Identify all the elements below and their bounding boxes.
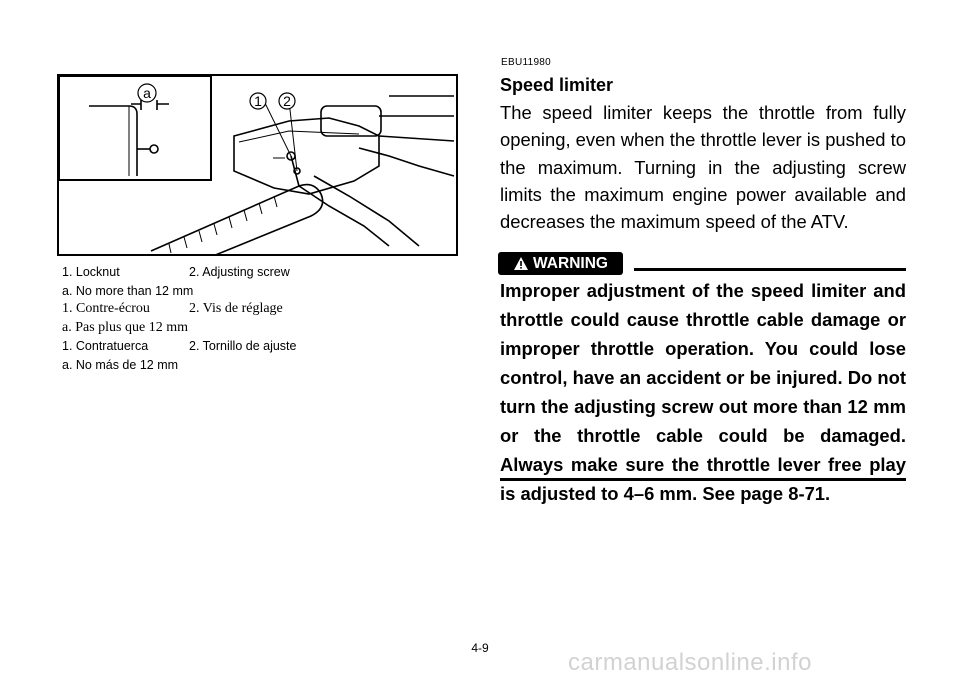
caption-es-adjusting-screw: 2. Tornillo de ajuste [189,339,297,353]
callout-a: a [143,85,151,101]
warning-top-rule [634,268,906,271]
warning-badge [498,252,623,275]
caption-es-locknut: 1. Contratuerca [62,339,149,353]
caption-en-locknut: 1. Locknut [62,265,120,279]
speed-limiter-figure [57,74,458,256]
section-code: EBU11980 [501,57,552,68]
caption-es-row [62,337,296,356]
caption-en-adjusting-screw: 2. Adjusting screw [189,265,290,279]
throttle-illustration [59,76,456,254]
callout-2: 2 [283,93,291,109]
callout-1: 1 [254,93,262,109]
section-heading: Speed limiter [500,75,614,95]
page-number: 4-9 [471,641,489,655]
caption-en-a: a. No more than 12 mm [62,283,194,298]
caption-es-a: a. No más de 12 mm [62,357,179,372]
caption-en-row [62,263,296,282]
caption-fr-locknut: 1. Contre-écrou [62,301,150,316]
watermark: carmanualsonline.info [568,649,812,676]
caption-fr-a: a. Pas plus que 12 mm [62,319,188,335]
section-body: The speed limiter keeps the throttle from fully opening, even when the throttle lever is pushed to the maximum. Turning in the adjusting screw limits the maximum engine power available and decreases the maximum speed of the ATV. [500,102,906,233]
caption-fr-row [62,300,296,319]
warning-triangle-icon [513,256,529,271]
caption-fr-adjusting-screw: 2. Vis de réglage [189,301,283,316]
warning-label: WARNING [533,254,608,272]
warning-bottom-rule [500,478,906,481]
warning-text: Improper adjustment of the speed limiter and throttle could cause throttle cable damage or improper throttle operation. You could lose control, have an accident or be injured. Do not turn the adjusting screw out more than 12 mm or the throttle cable could be damaged. Always make sure the throttle lever free play is adjusted to 4–6 mm. See page 8-71. [500,280,906,504]
figure-captions [62,263,296,374]
